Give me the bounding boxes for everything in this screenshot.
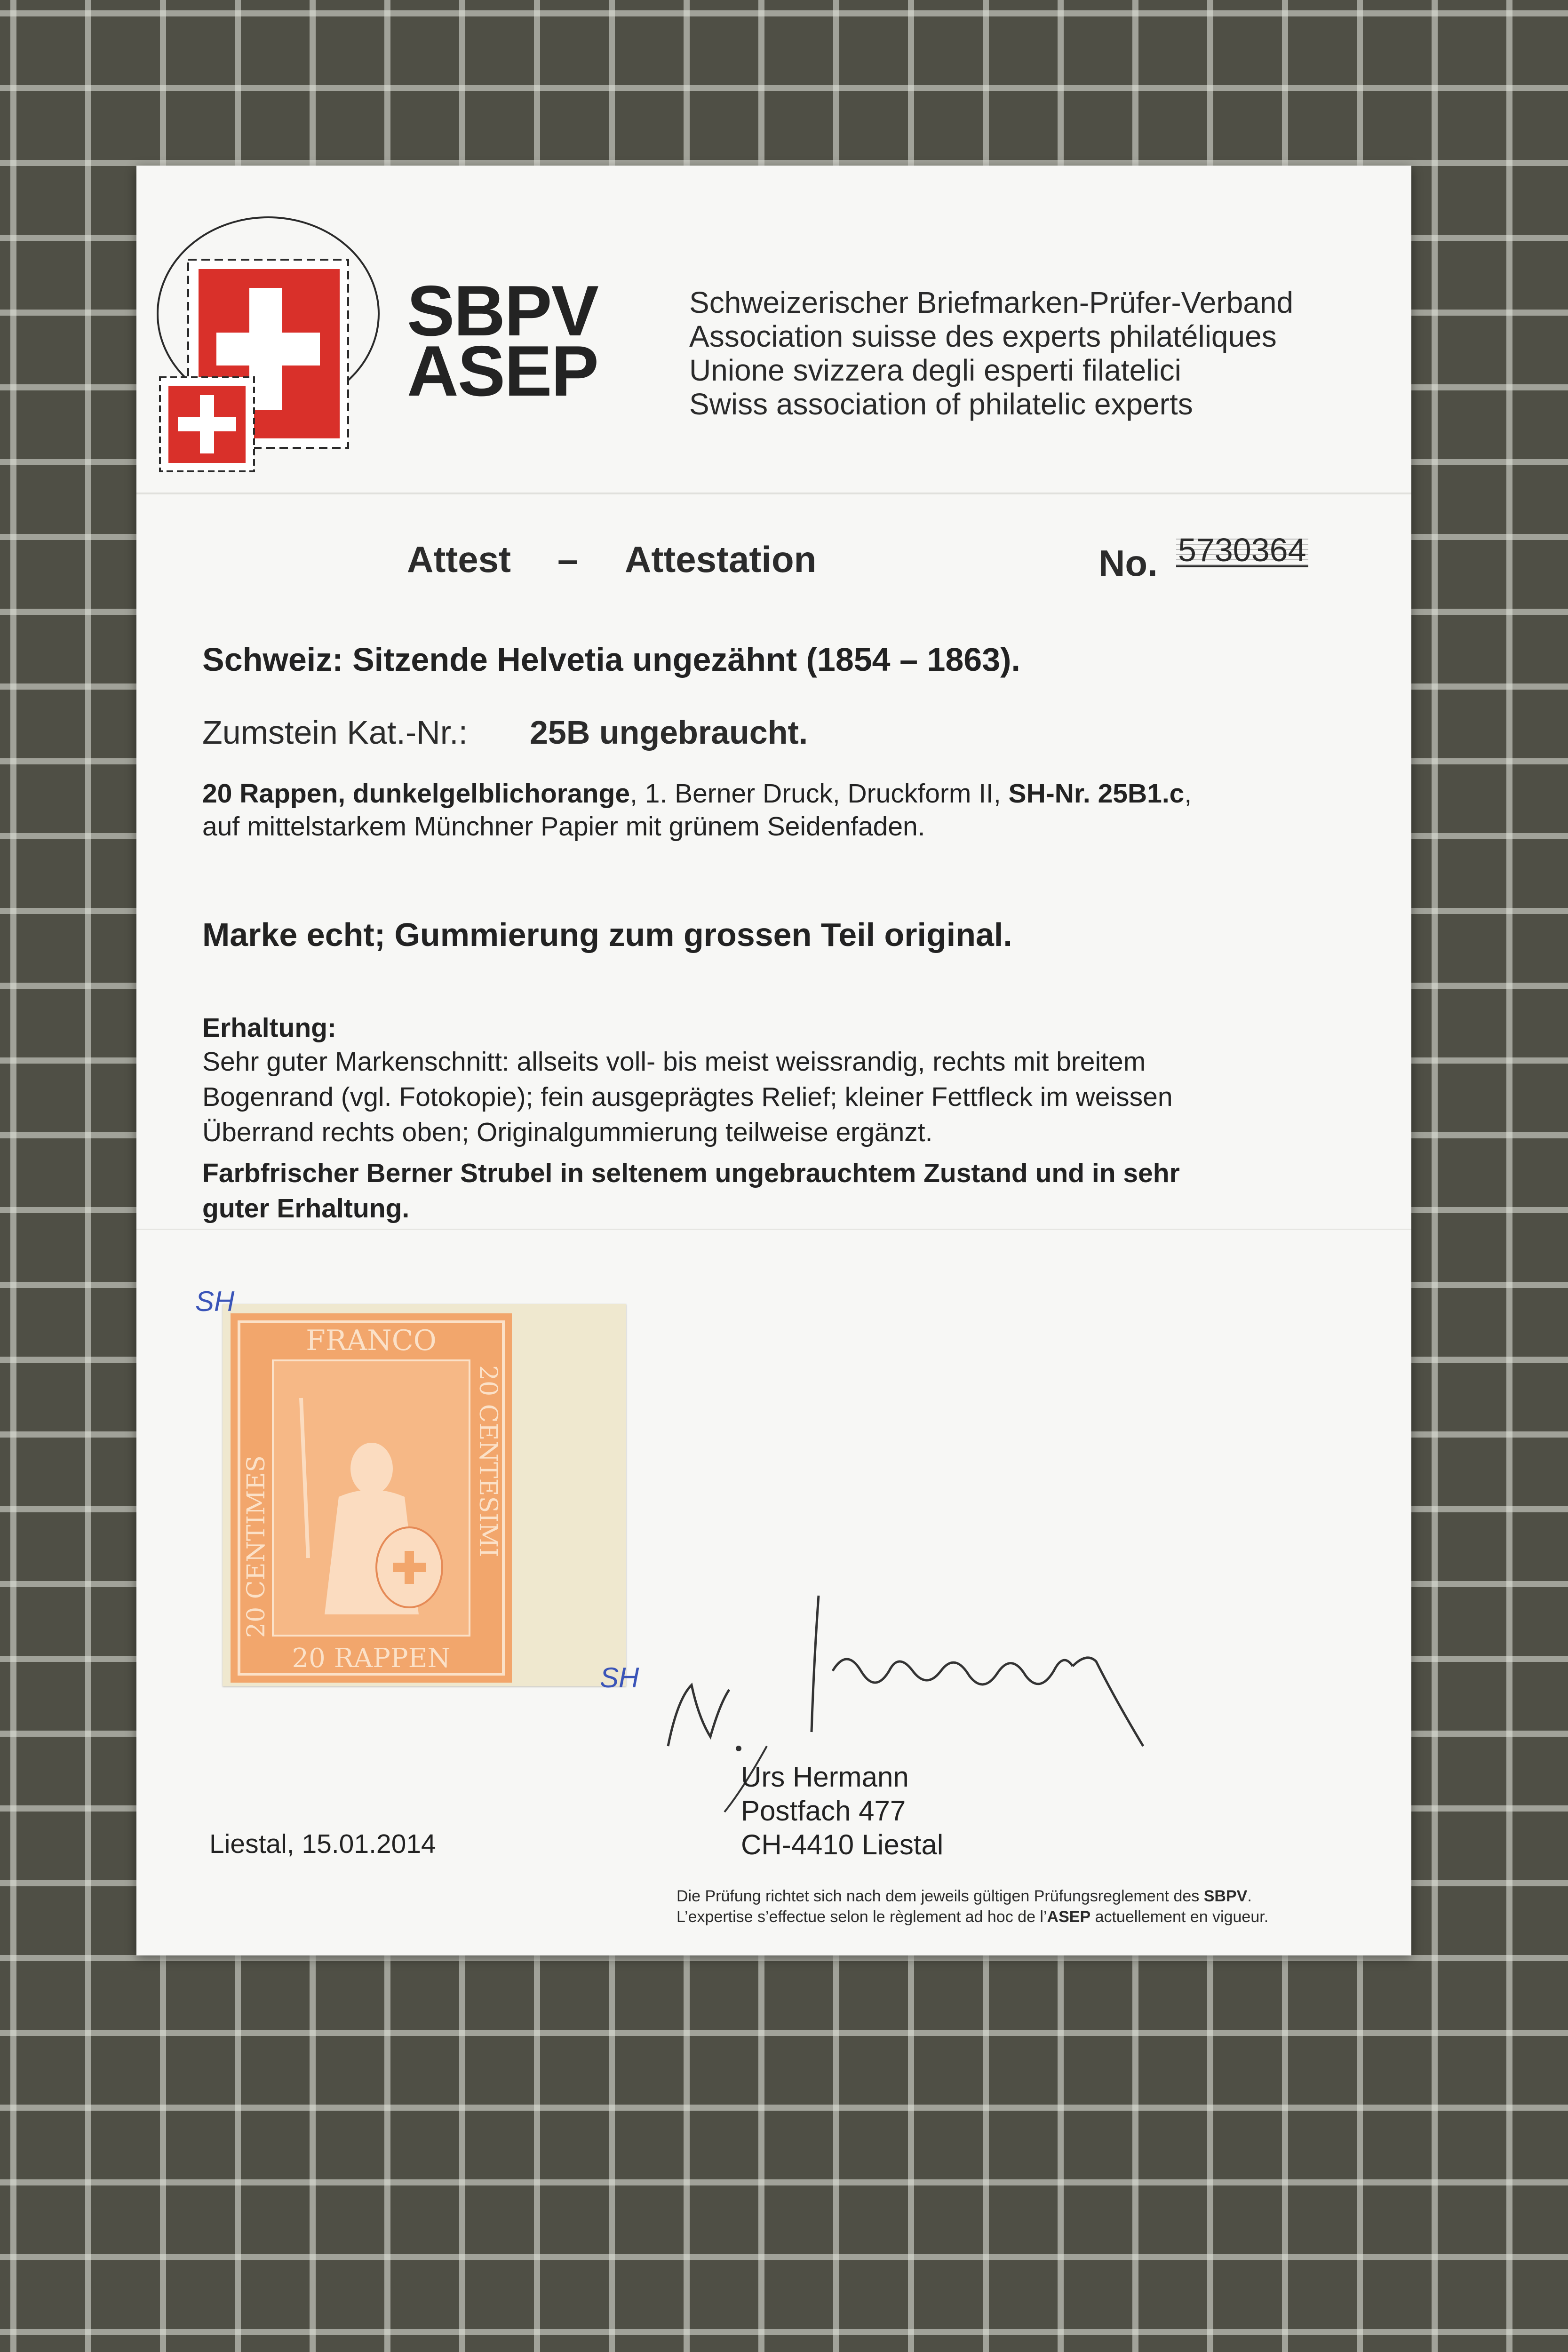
- expert-mark-top: SH: [195, 1286, 235, 1317]
- sbpv-logo-emblem: [155, 213, 395, 476]
- stamp-description: 20 Rappen, dunkelgelblichorange, 1. Berner Druck, Druckform II, SH-Nr. 25B1.c, auf mittelstarkem Münchner Papier mit grünem Seidenfaden.: [202, 779, 1192, 842]
- expert-address: [741, 1760, 943, 1862]
- expert-mark-bottom: SH: [600, 1662, 639, 1693]
- svg-text:20 RAPPEN: 20 RAPPEN: [292, 1643, 451, 1674]
- certificate-number: 5730364: [1176, 534, 1308, 567]
- stamp-title: Schweiz: Sitzende Helvetia ungezähnt (1854 – 1863).: [202, 641, 1020, 678]
- association-name-en: Swiss association of philatelic experts: [689, 387, 1193, 421]
- attestation-label: Attestation: [625, 539, 817, 580]
- fine-print: [677, 1886, 1268, 1927]
- place-date: Liestal, 15.01.2014: [209, 1829, 436, 1859]
- fine-print-de: Die Prüfung richtet sich nach dem jeweils gültigen Prüfungsreglement des SBPV.: [677, 1887, 1252, 1905]
- svg-text:20 CENTIMES: 20 CENTIMES: [242, 1455, 271, 1638]
- expert-city: CH-4410 Liestal: [741, 1829, 944, 1860]
- fold-line: [136, 493, 1411, 494]
- condition-summary: Farbfrischer Berner Strubel in seltenem ungebrauchtem Zustand und in sehr guter Erhaltung.: [202, 1158, 1180, 1224]
- catalog-value: 25B ungebraucht.: [530, 714, 808, 751]
- sbpv-asep-logo-text: SBPV ASEP: [407, 271, 598, 411]
- condition-text: Sehr guter Markenschnitt: allseits voll- bis meist weissrandig, rechts mit breitem Bogenrand (vgl. Fotokopie); fein ausgeprägtes Relief; kleiner Fettfleck im weissen Überrand rechts oben; Originalgummierung teilweise ergänzt.: [202, 1047, 1173, 1147]
- catalog-label: Zumstein Kat.-Nr.:: [202, 714, 468, 751]
- svg-text:FRANCO: FRANCO: [306, 1324, 437, 1357]
- condition-heading: Erhaltung:: [202, 1013, 336, 1043]
- stamp-image: [231, 1313, 512, 1683]
- fold-line-lower: [136, 1229, 1411, 1230]
- association-name-it: Unione svizzera degli esperti filatelici: [689, 353, 1181, 387]
- attest-label: Attest: [407, 539, 511, 580]
- association-name-de: Schweizerischer Briefmarken-Prüfer-Verband: [689, 286, 1294, 319]
- association-names: [689, 286, 1293, 421]
- attest-dash: –: [557, 539, 578, 580]
- association-name-fr: Association suisse des experts philatéliques: [689, 319, 1277, 353]
- svg-text:20 CENTESIMI: 20 CENTESIMI: [474, 1365, 502, 1557]
- certificate-card: [136, 166, 1411, 1955]
- genuine-statement: Marke echt; Gummierung zum grossen Teil original.: [202, 916, 1012, 953]
- expert-name: Urs Hermann: [741, 1761, 909, 1793]
- fine-print-fr: L’expertise s’effectue selon le règlement ad hoc de l’ASEP actuellement en vigueur.: [677, 1908, 1269, 1926]
- expert-postbox: Postfach 477: [741, 1795, 906, 1827]
- certificate-number-label: No.: [1098, 542, 1158, 584]
